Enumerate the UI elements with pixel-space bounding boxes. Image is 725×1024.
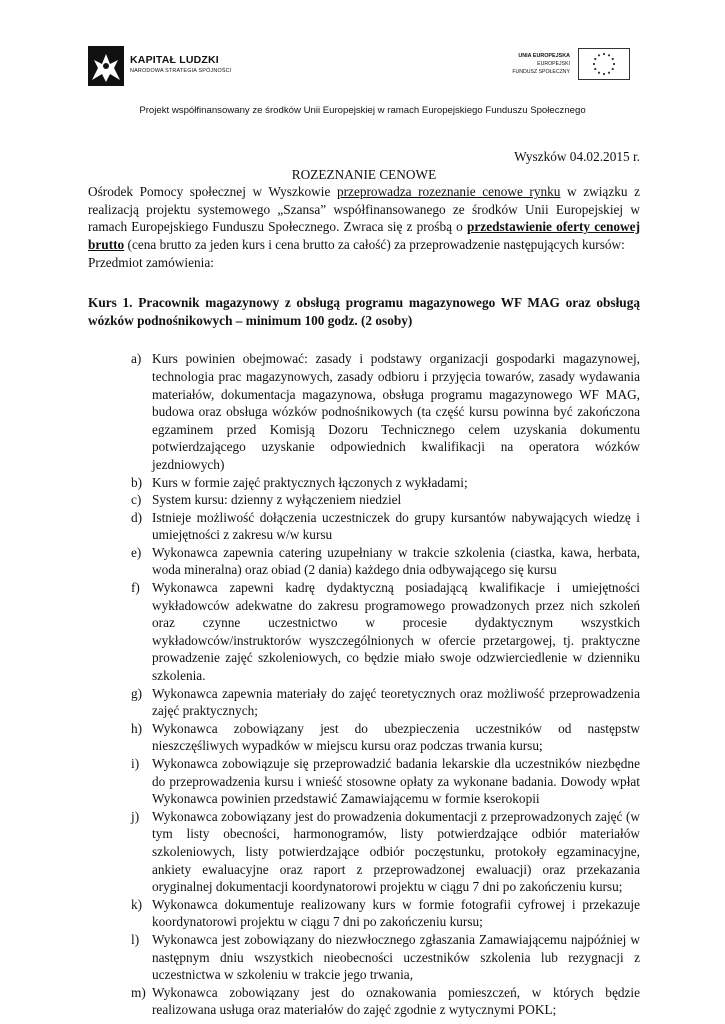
list-item	[88, 474, 640, 492]
project-cofinancing-line: Projekt współfinansowany ze środków Unii Europejskiej w ramach Europejskiego Funduszu Społecznego	[139, 105, 586, 116]
eu-flag-icon	[578, 48, 630, 80]
list-item-text: Wykonawca zapewni kadrę dydaktyczną posiadającą kwalifikacje i umiejętności wykładowców adekwatne do zakresu programowego prowadzonych przez nich szkoleń oraz czynne uczestnictwo w procesie dydaktycznym wszystkich wykładowców/instruktorów wyszczególnionych w ofercie przetargowej, tj. praktyczne prowadzenie zajęć szkoleniowych, co będzie miało swoje odzwierciedlenie w dzienniku szkolenia.	[152, 580, 640, 684]
list-item-text: Istnieje możliwość dołączenia uczestniczek do grupy kursantów nabywających wiedzę i umiejętności z zakresu w/w kursu	[152, 509, 640, 543]
list-item-text: System kursu: dzienny z wyłączeniem niedziel	[152, 492, 402, 508]
page-header	[0, 0, 725, 116]
eu-logo	[490, 48, 630, 84]
list-item-text: Wykonawca zobowiązany jest do prowadzenia dokumentacji z przeprowadzonych zajęć (w tym listy obecności, harmonogramów, listy potwierdzające odbiór materiałów szkoleniowych, listy potwierdzające odbiór poczęstunku, protokoły egzaminacyjne, ankiety ewaluacyjne oraz raport z przeprowadzonej ewaluacji) oraz przekazania oryginalnej dokumentacji koordynatorowi projektu w ciągu 7 dni po zakończeniu kursu;	[152, 808, 640, 895]
intro-bold-underlined-phrase: przedstawienie oferty cenowej brutto	[88, 219, 640, 252]
list-item-label: g)	[131, 685, 143, 701]
eu-logo-text	[512, 52, 570, 76]
list-item-label: j)	[131, 808, 140, 824]
list-item	[88, 808, 640, 896]
list-item-text: Wykonawca zobowiązuje się przeprowadzić badania lekarskie dla uczestników niezbędne do przeprowadzenia kursu i wnieść stosowne opłaty za wykonane badania. Dowody wpłat Wykonawca powinien przedstawić Zamawiającemu w formie kserokopii	[152, 756, 640, 807]
list-item	[88, 544, 640, 579]
kapital-ludzki-logo	[88, 46, 248, 86]
list-item-text: Wykonawca jest zobowiązany do niezwłocznego zgłaszania Zamawiającemu najpóźniej w następnym dniu wszystkich nieobecności uczestników szkolenia lub rezygnacji z uczestnictwa w szkoleniu w trakcie jego trwania,	[152, 931, 640, 983]
list-item-text: Wykonawca dokumentuje realizowany kurs w formie fotografii cyfrowej i przekazuje koordynatorowi projektu w ciągu 7 dni po zakończeniu kursu;	[152, 896, 640, 930]
list-item-label: a)	[131, 351, 142, 367]
list-item-label: i)	[131, 756, 140, 771]
list-item-text: Wykonawca zapewnia materiały do zajęć teoretycznych oraz możliwość przeprowadzenia zajęć praktycznych;	[152, 685, 640, 719]
list-item	[88, 755, 640, 808]
kapital-ludzki-emblem-icon	[88, 46, 124, 86]
list-item-label: d)	[131, 509, 143, 525]
list-item	[88, 350, 640, 473]
list-item-label: h)	[131, 720, 143, 736]
intro-text-1: Ośrodek Pomocy społecznej w Wyszkowie	[88, 184, 337, 200]
document-date: Wyszków 04.02.2015 r.	[514, 149, 640, 164]
intro-text-3: (cena brutto za jeden kurs i cena brutto za całość) za przeprowadzenie następujących kursów:	[124, 236, 625, 252]
document-title: ROZEZNANIE CENOWE	[291, 166, 437, 182]
eu-logo-line1: UNIA EUROPEJSKA	[518, 53, 570, 59]
list-item	[88, 720, 640, 755]
list-item-label: b)	[131, 474, 143, 490]
list-item-label: k)	[131, 896, 143, 912]
list-item-label: f)	[131, 580, 140, 596]
list-item	[88, 579, 640, 685]
list-item-label: l)	[131, 931, 140, 947]
eu-logo-line3: FUNDUSZ SPOŁECZNY	[512, 69, 570, 75]
intro-text-2: w związku z realizacją projektu systemowego „Szansa” współfinansowanego ze środków Unii Europejskiej w ramach Europejskiego Funduszu Społecznego. Zwraca się z prośbą o	[88, 184, 640, 235]
list-item-label: c)	[131, 492, 142, 508]
list-item	[88, 984, 640, 1019]
list-item	[88, 896, 640, 931]
list-item-label: m)	[131, 984, 146, 1000]
list-item	[88, 491, 640, 509]
list-item-text: Wykonawca zobowiązany jest do oznakowania pomieszczeń, w których będzie realizowana usługa oraz materiałów do zajęć zgodnie z wytycznymi POKL;	[152, 984, 640, 1018]
list-item-text: Kurs powinien obejmować: zasady i podstawy organizacji gospodarki magazynowej, technologia prac magazynowych, zasady odbioru i przyjęcia towarów, zasady wydawania materiałów, dokumentacja magazynowa, obsługa programu magazynowego WF MAG, budowa oraz obsługa wózków podnośnikowych (ta część kursu powinna być zakończona egzaminem przed Komisją Dozoru Technicznego celem uzyskania dokumentu potwierdzającego uzyskanie odpowiednich kwalifikacji na operatora wózków jezdniowych)	[152, 351, 640, 472]
kapital-ludzki-title: KAPITAŁ LUDZKI	[130, 54, 219, 66]
requirements-list	[88, 350, 640, 1019]
kapital-ludzki-subtitle: NARODOWA STRATEGIA SPÓJNOŚCI	[130, 68, 232, 74]
list-item-text: Wykonawca zapewnia catering uzupełniany w trakcie szkolenia (ciastka, kawa, herbata, woda mineralna) oraz obiad (2 dania) każdego dnia odbywającego się kursu	[152, 544, 640, 578]
document-body	[88, 148, 640, 1019]
list-item	[88, 509, 640, 544]
list-item	[88, 685, 640, 720]
list-item-label: e)	[131, 544, 142, 560]
course-heading: Kurs 1. Pracownik magazynowy z obsługą programu magazynowego WF MAG oraz obsługą wózków podnośnikowych – minimum 100 godz. (2 osoby)	[88, 295, 640, 328]
list-item	[88, 931, 640, 984]
list-item-text: Wykonawca zobowiązany jest do ubezpieczenia uczestników od następstw nieszczęśliwych wypadków w miejscu kursu oraz podczas trwania kursu;	[152, 720, 640, 754]
eu-logo-line2: EUROPEJSKI	[537, 61, 570, 67]
intro-underlined-phrase: przeprowadza rozeznanie cenowe rynku	[336, 184, 561, 200]
list-item-text: Kurs w formie zajęć praktycznych łączonych z wykładami;	[152, 474, 468, 490]
subject-label: Przedmiot zamówienia:	[88, 254, 214, 270]
intro-paragraph	[88, 183, 640, 253]
